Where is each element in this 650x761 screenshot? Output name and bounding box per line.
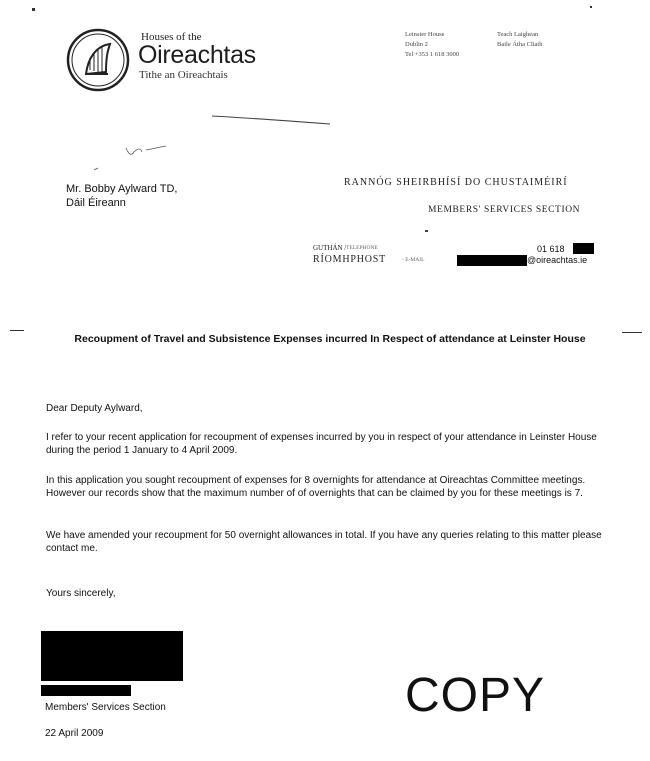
scan-mark-top-left	[32, 8, 35, 11]
paragraph-2: In this application you sought recoupment of expenses for 8 overnights for attendance at Oireachtas Committee meetings. However our records show that the maximum number of of overnights that can be claimed by you for these meetings is 7.	[46, 475, 586, 499]
address-line: Tel +353 1 618 3000	[405, 51, 460, 58]
signatory-section: Members' Services Section	[45, 702, 166, 713]
scan-stroke	[90, 112, 340, 172]
recipient-org: Dáil Éireann	[66, 197, 126, 209]
logo-text-irish: Tithe an Oireachtais	[139, 69, 228, 81]
letter-subject: Recoupment of Travel and Subsistence Expenses incurred In Respect of attendance at Leinster House	[74, 333, 586, 345]
address-english	[405, 30, 459, 60]
salutation: Dear Deputy Aylward,	[46, 403, 143, 414]
phone-value: 01 618	[537, 244, 565, 254]
address-irish	[497, 30, 543, 50]
address-line: Baile Átha Cliath	[497, 41, 543, 48]
paragraph-3: We have amended your recoupment for 50 overnight allowances in total. If you have any queries relating to this matter please contact me.	[46, 530, 602, 554]
phone-label-sub: TELEPHONE	[346, 245, 378, 251]
address-line: Dublin 2	[405, 41, 428, 48]
email-label-sub: - E-MAIL	[402, 257, 425, 263]
recipient-block	[66, 182, 177, 210]
signature-redaction	[41, 631, 183, 681]
email-label: RÍOMHPHOST	[313, 254, 387, 265]
phone-redaction	[573, 243, 594, 254]
email-redaction	[457, 255, 527, 266]
scan-mark-right-edge	[622, 332, 642, 333]
signatory-name-redaction	[41, 685, 131, 696]
paragraph-1: I refer to your recent application for recoupment of expenses incurred by you in respect of your attendance in Leinster House during the period 1 January to 4 April 2009.	[46, 432, 597, 456]
section-title-english: MEMBERS' SERVICES SECTION	[428, 205, 581, 215]
address-line: Leinster House	[405, 31, 445, 38]
address-line: Teach Laighean	[497, 31, 539, 38]
email-value: @oireachtas.ie	[527, 255, 588, 265]
scan-mark-left-edge	[10, 330, 24, 331]
closing: Yours sincerely,	[46, 588, 116, 599]
phone-label: GUTHÁN /	[313, 244, 347, 252]
harp-icon	[66, 28, 130, 92]
copy-stamp: COPY	[405, 669, 546, 722]
recipient-name: Mr. Bobby Aylward TD,	[66, 183, 178, 195]
logo-text-main: Oireachtas	[138, 41, 256, 69]
dot-mark	[425, 230, 428, 232]
section-title-irish: RANNÓG SHEIRBHÍSÍ DO CHUSTAIMÉIRÍ	[344, 177, 568, 188]
logo-text-top: Houses of the	[141, 31, 202, 43]
letter-date: 22 April 2009	[45, 728, 104, 739]
scan-mark-top-right	[590, 6, 592, 8]
